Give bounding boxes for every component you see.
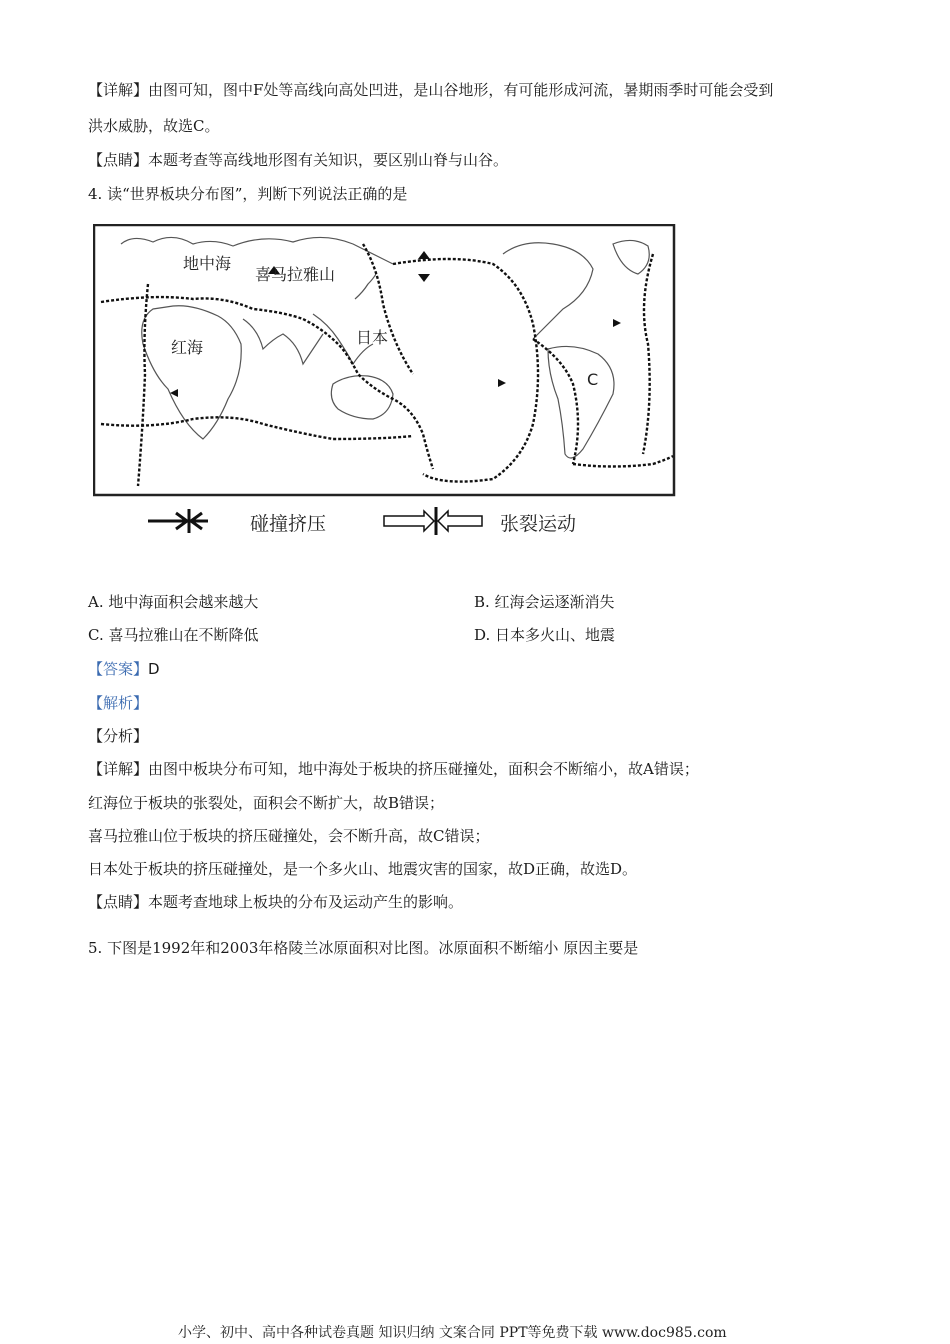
legend-collision: 碰撞挤压 xyxy=(250,513,327,535)
detail-text-1: 由图中板块分布可知，地中海处于板块的挤压碰撞处，面积会不断缩小，故A错误； xyxy=(148,760,699,778)
q4-answer xyxy=(88,659,160,679)
prev-detail-text: 由图可知，图中F处等高线向高处凹进，是山谷地形，有可能形成河流，暑期雨季时可能会受到 xyxy=(148,81,774,99)
label-mediterranean: 地中海 xyxy=(183,254,232,273)
q5-stem: 5. 下图是1992年和2003年格陵兰冰原面积对比图。冰原面积不断缩小 原因主要是 xyxy=(88,939,639,957)
q4-stem: 4. 读“世界板块分布图”，判断下列说法正确的是 xyxy=(88,185,408,203)
q4-option-a: A. 地中海面积会越来越大 xyxy=(88,593,259,611)
prev-comment-tag: 【点睛】 xyxy=(88,151,149,169)
map-legend xyxy=(146,505,626,539)
q4-option-c: C. 喜马拉雅山在不断降低 xyxy=(88,626,259,644)
plate-map-figure xyxy=(93,224,677,498)
q4-detail-line4: 日本处于板块的挤压碰撞处，是一个多火山、地震灾害的国家，故D正确，故选D。 xyxy=(88,860,638,878)
q4-detail-line1 xyxy=(88,759,699,779)
q4-comment-text: 本题考查地球上板块的分布及运动产生的影响。 xyxy=(148,893,464,911)
q4-comment-tag: 【点睛】 xyxy=(88,893,149,911)
q4-detail-line2: 红海位于板块的张裂处，面积会不断扩大，故B错误； xyxy=(88,794,445,812)
prev-detail-line2: 洪水威胁，故选C。 xyxy=(88,117,220,135)
collision-symbol xyxy=(146,505,216,539)
fenxi-tag: 【分析】 xyxy=(88,727,149,745)
prev-detail-line1 xyxy=(88,80,773,100)
prev-comment-text: 本题考查等高线地形图有关知识，要区别山脊与山谷。 xyxy=(148,151,509,169)
label-himalaya: 喜马拉雅山 xyxy=(255,265,336,284)
page-footer: 小学、初中、高中各种试卷真题 知识归纳 文案合同 PPT等免费下载 www.doc985.com xyxy=(178,1325,727,1341)
rift-symbol xyxy=(382,505,492,539)
label-c: C xyxy=(587,370,599,389)
answer-tag: 【答案】 xyxy=(88,660,149,678)
label-red-sea: 红海 xyxy=(171,338,204,357)
label-japan: 日本 xyxy=(356,328,389,347)
answer-value: D xyxy=(148,660,160,678)
prev-detail-tag: 【详解】 xyxy=(88,81,149,99)
q4-option-d: D. 日本多火山、地震 xyxy=(474,626,616,644)
q4-option-b: B. 红海会运逐渐消失 xyxy=(474,593,615,611)
q4-comment xyxy=(88,892,463,912)
detail-tag: 【详解】 xyxy=(88,760,149,778)
plate-map-svg xyxy=(93,224,677,498)
analysis-tag: 【解析】 xyxy=(88,694,149,712)
prev-comment xyxy=(88,150,508,170)
legend-rift: 张裂运动 xyxy=(500,513,577,535)
q4-detail-line3: 喜马拉雅山位于板块的挤压碰撞处，会不断升高，故C错误； xyxy=(88,827,490,845)
